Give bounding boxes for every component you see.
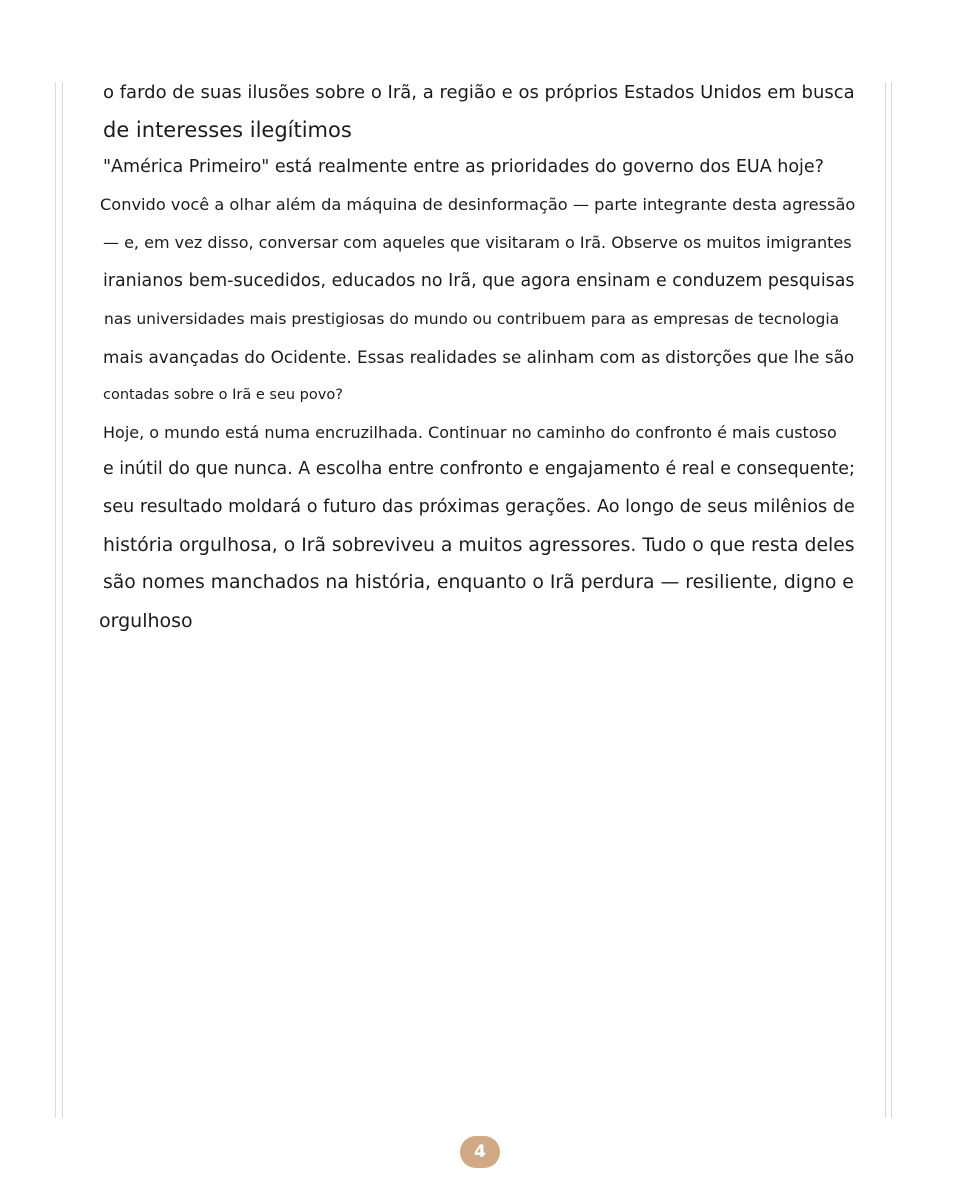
text-line-3: "América Primeiro" está realmente entre as prioridades do governo dos EUA hoje? bbox=[103, 157, 824, 177]
text-line-2: de interesses ilegítimos bbox=[103, 118, 352, 142]
text-line-9: contadas sobre o Irã e seu povo? bbox=[103, 387, 343, 403]
text-line-7: nas universidades mais prestigiosas do mundo ou contribuem para as empresas de tecnologia bbox=[104, 310, 840, 328]
text-line-4: Convido você a olhar além da máquina de desinformação — parte integrante desta agressão bbox=[100, 195, 856, 214]
text-line-13: história orgulhosa, o Irã sobreviveu a muitos agressores. Tudo o que resta deles bbox=[103, 535, 855, 556]
page-number-badge: 4 bbox=[460, 1136, 500, 1168]
text-line-8: mais avançadas do Ocidente. Essas realidades se alinham com as distorções que lhe são bbox=[103, 347, 855, 367]
text-line-15: orgulhoso bbox=[99, 610, 193, 632]
text-line-10: Hoje, o mundo está numa encruzilhada. Continuar no caminho do confronto é mais custoso bbox=[103, 423, 837, 442]
text-line-1: o fardo de suas ilusões sobre o Irã, a região e os próprios Estados Unidos em busca bbox=[103, 82, 855, 103]
text-line-12: seu resultado moldará o futuro das próximas gerações. Ao longo de seus milênios de bbox=[103, 497, 855, 517]
text-line-6: iranianos bem-sucedidos, educados no Irã, que agora ensinam e conduzem pesquisas bbox=[103, 271, 855, 291]
text-line-14: são nomes manchados na história, enquanto o Irã perdura — resiliente, digno e bbox=[103, 572, 854, 593]
text-line-5: — e, em vez disso, conversar com aqueles que visitaram o Irã. Observe os muitos imigrantes bbox=[103, 233, 852, 252]
text-line-11: e inútil do que nunca. A escolha entre confronto e engajamento é real e consequente; bbox=[103, 459, 855, 479]
